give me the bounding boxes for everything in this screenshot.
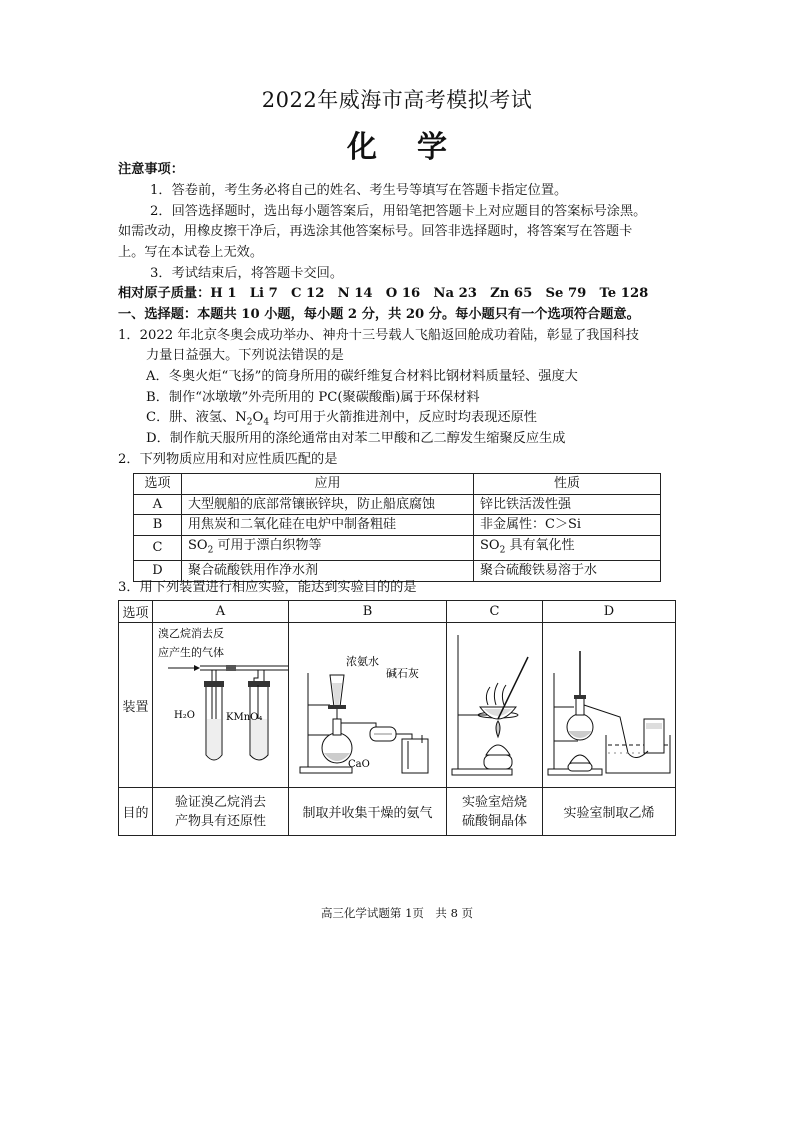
page-footer: 高三化学试题第 1页 共 8 页: [320, 906, 474, 920]
device-row: [119, 623, 676, 788]
table-row: A 大型舰船的底部常镶嵌锌块，防止船底腐蚀 锌比铁活泼性强: [134, 494, 661, 515]
header-application: 应用: [182, 474, 474, 495]
table-row: B 用焦炭和二氧化硅在电炉中制备粗硅 非金属性：C＞Si: [134, 515, 661, 536]
q2-table: [133, 473, 661, 582]
q1-option-a: A．冬奥火炬“飞扬”的筒身所用的碳纤维复合材料比钢材料质量轻、强度大: [146, 369, 578, 384]
q1-stem-2: 力量日益强大。下列说法错误的是: [146, 348, 344, 363]
apparatus-b-drawing: [290, 623, 446, 783]
svg-text:H₂O: H₂O: [173, 710, 195, 721]
q1-option-d: D．制作航天服所用的涤纶通常由对苯二甲酸和乙二醇发生缩聚反应生成: [146, 431, 566, 446]
notice-2: 2．回答选择题时，选出每小题答案后，用铅笔把答题卡上对应题目的答案标号涂黑。: [150, 204, 647, 219]
atomic-mass: 相对原子质量：H 1 Li 7 C 12 N 14 O 16 Na 23 Zn 65 Se 79 Te 128: [118, 286, 649, 301]
apparatus-d: [543, 623, 676, 788]
header-property: 性质: [474, 474, 661, 495]
svg-text:CaO: CaO: [347, 759, 370, 770]
apparatus-c-drawing: [448, 623, 542, 783]
apparatus-c: [447, 623, 543, 788]
notice-3: 3．考试结束后，将答题卡交回。: [150, 266, 344, 281]
purpose-row: 目的 验证溴乙烷消去 产物具有还原性 制取并收集干燥的氨气 实验室焙烧 硫酸铜晶体 实验室制取乙烯: [119, 788, 676, 836]
svg-text:碱石灰: 碱石灰: [385, 667, 419, 680]
apparatus-a: [153, 623, 289, 788]
q1-option-b: B．制作“冰墩墩”外壳所用的 PC(聚碳酸酯)属于环保材料: [146, 390, 480, 405]
svg-text:溴乙烷消去反: 溴乙烷消去反: [157, 627, 224, 640]
apparatus-a-drawing: [154, 623, 288, 783]
q3-stem: 3．用下列装置进行相应实验，能达到实验目的的是: [118, 580, 417, 595]
purpose-label: 目的: [119, 788, 153, 836]
subject-title: 化学: [347, 130, 487, 165]
notice-2-end: 上。写在本试卷上无效。: [118, 245, 264, 260]
apparatus-b: [289, 623, 447, 788]
header-option: 选项: [134, 474, 182, 495]
table-row: D 聚合硫酸铁用作净水剂 聚合硫酸铁易溶于水: [134, 561, 661, 582]
svg-text:应产生的气体: 应产生的气体: [157, 646, 224, 659]
table-header-row: [134, 474, 661, 495]
svg-text:浓氨水: 浓氨水: [345, 655, 379, 668]
exam-title: 2022年威海市高考模拟考试: [261, 88, 533, 112]
notice-1: 1．答卷前，考生务必将自己的姓名、考生号等填写在答题卡指定位置。: [150, 183, 568, 198]
table-header-row: 选项 A B C D: [119, 601, 676, 623]
q3-table: [118, 600, 676, 836]
device-label: 装置: [119, 623, 153, 788]
q2-stem: 2．下列物质应用和对应性质匹配的是: [118, 452, 338, 467]
section-1-heading: 一、选择题：本题共 10 小题，每小题 2 分，共 20 分。每小题只有一个选项符合题意。: [118, 307, 640, 322]
q1-option-c: C．肼、液氢、$N_2O_4$ 均可用于火箭推进剂中，反应时均表现还原性: [146, 410, 537, 428]
apparatus-d-drawing: [544, 623, 674, 783]
notice-heading: 注意事项：: [118, 162, 184, 177]
table-row: C $SO_2$ 可用于漂白织物等 $SO_2$ 具有氧化性: [134, 535, 661, 561]
svg-text:KMnO₄: KMnO₄: [225, 712, 262, 723]
notice-2-cont: 如需改动，用橡皮擦干净后，再选涂其他答案标号。回答非选择题时，将答案写在答题卡: [118, 224, 633, 239]
q1-stem-1: 1．2022 年北京冬奥会成功举办、神舟十三号载人飞船返回舱成功着陆，彰显了我国科技: [118, 328, 639, 343]
